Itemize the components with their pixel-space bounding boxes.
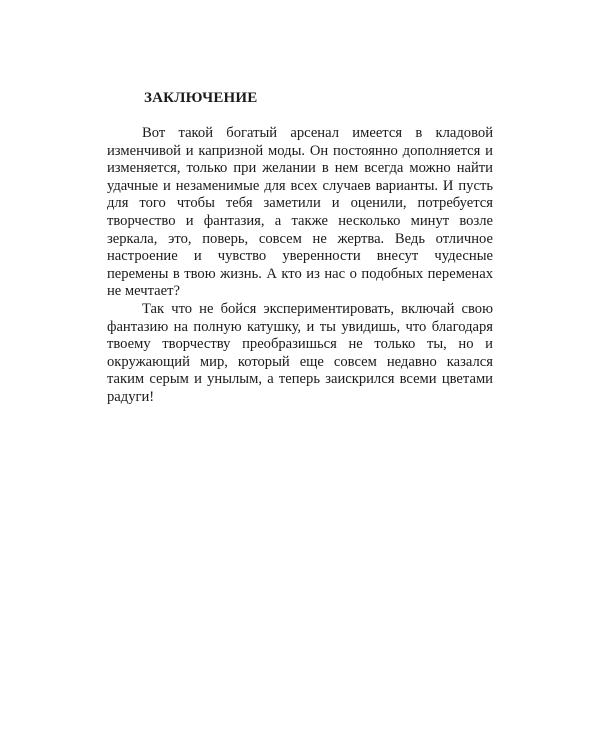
body-text [107,125,493,407]
page-title: ЗАКЛЮЧЕНИЕ [144,90,258,106]
paragraph: Так что не бойся экспериментировать, включай свою фантазию на полную катушку, и ты увидишь, что благодаря твоему творчеству преобразишься не только ты, но и окружающий мир, который еще совсем недавно казался таким серым и унылым, а теперь заискрился всеми цветами радуги! [107,300,493,405]
paragraph: Вот такой богатый арсенал имеется в кладовой изменчивой и капризной моды. Он постоянно дополняется и изменяется, только при желании в нем всегда можно найти удачные и незаменимые для всех случаев варианты. И пусть для того чтобы тебя заметили и оценили, потребуется творчество и фантазия, а также несколько минут возле зеркала, это, поверь, совсем не жертва. Ведь отличное настроение и чувство уверенности внесут чудесные перемены в твою жизнь. А кто из нас о подобных переменах не мечтает? [107,125,493,300]
